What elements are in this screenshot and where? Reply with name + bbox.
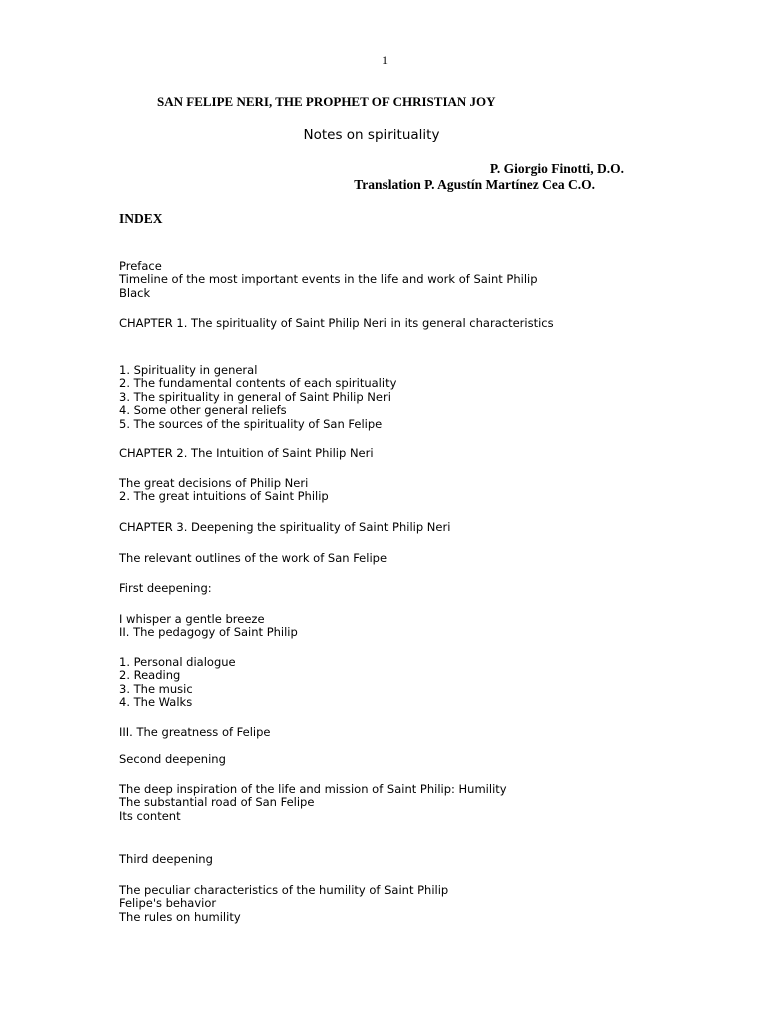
chapter-heading: CHAPTER 2. The Intuition of Saint Philip Neri [119,446,374,460]
index-line: 1. Personal dialogue [119,655,236,669]
index-line: The substantial road of San Felipe [119,795,315,810]
index-block-second-deepening-sections [119,783,507,823]
index-line: The peculiar characteristics of the humility of Saint Philip [119,883,449,897]
index-line: Third deepening [119,852,213,866]
index-heading: INDEX [119,211,163,226]
index-line: Timeline of the most important events in the life and work of Saint Philip [119,272,538,287]
index-line: 5. The sources of the spirituality of San Felipe [119,416,383,431]
index-line: The deep inspiration of the life and mission of Saint Philip: Humility [119,782,507,796]
index-line: Black [119,285,151,300]
index-block-third-deepening-sections [119,884,448,924]
index-block-first-deepening [119,582,212,595]
index-block-first-deepening-sections [119,613,298,640]
index-line: 3. The spirituality in general of Saint Philip Neri [119,389,391,404]
index-line: The relevant outlines of the work of San Felipe [119,551,388,565]
index-block-preface [119,260,538,300]
chapter-heading: CHAPTER 1. The spirituality of Saint Philip Neri in its general characteristics [119,316,554,330]
index-line: III. The greatness of Felipe [119,725,271,739]
index-line: 3. The music [119,681,193,696]
index-block-chapter-2-sections [119,477,329,504]
index-line: 2. The fundamental contents of each spirituality [119,376,397,391]
index-line: Second deepening [119,752,226,766]
page-number: 1 [382,53,388,67]
index-line: Its content [119,808,181,823]
translator-line: Translation P. Agustín Martínez Cea C.O. [354,177,595,192]
index-line: First deepening: [119,581,212,595]
index-block-third-deepening [119,853,213,866]
index-block-chapter-1-sections [119,364,396,431]
index-block-chapter-3 [119,521,450,534]
index-line: 4. Some other general reliefs [119,403,287,418]
chapter-heading: CHAPTER 3. Deepening the spirituality of Saint Philip Neri [119,520,451,534]
index-line: II. The pedagogy of Saint Philip [119,625,298,640]
document-title: SAN FELIPE NERI, THE PROPHET OF CHRISTIAN JOY [157,94,496,109]
index-line: 1. Spirituality in general [119,363,258,377]
index-block-outlines [119,552,387,565]
index-block-chapter-1 [119,317,554,330]
index-line: Felipe's behavior [119,896,217,911]
index-line: 4. The Walks [119,695,193,710]
index-block-greatness [119,726,271,739]
index-line: 2. Reading [119,668,181,683]
index-block-pedagogy-items [119,656,236,710]
index-block-second-deepening [119,753,226,766]
author-line: P. Giorgio Finotti, D.O. [489,161,624,176]
index-line: The rules on humility [119,909,241,924]
index-block-chapter-2 [119,447,374,460]
index-line: I whisper a gentle breeze [119,612,265,626]
index-line: Preface [119,259,162,273]
document-subtitle: Notes on spirituality [303,127,440,143]
index-line: The great decisions of Philip Neri [119,476,309,490]
index-line: 2. The great intuitions of Saint Philip [119,489,329,504]
